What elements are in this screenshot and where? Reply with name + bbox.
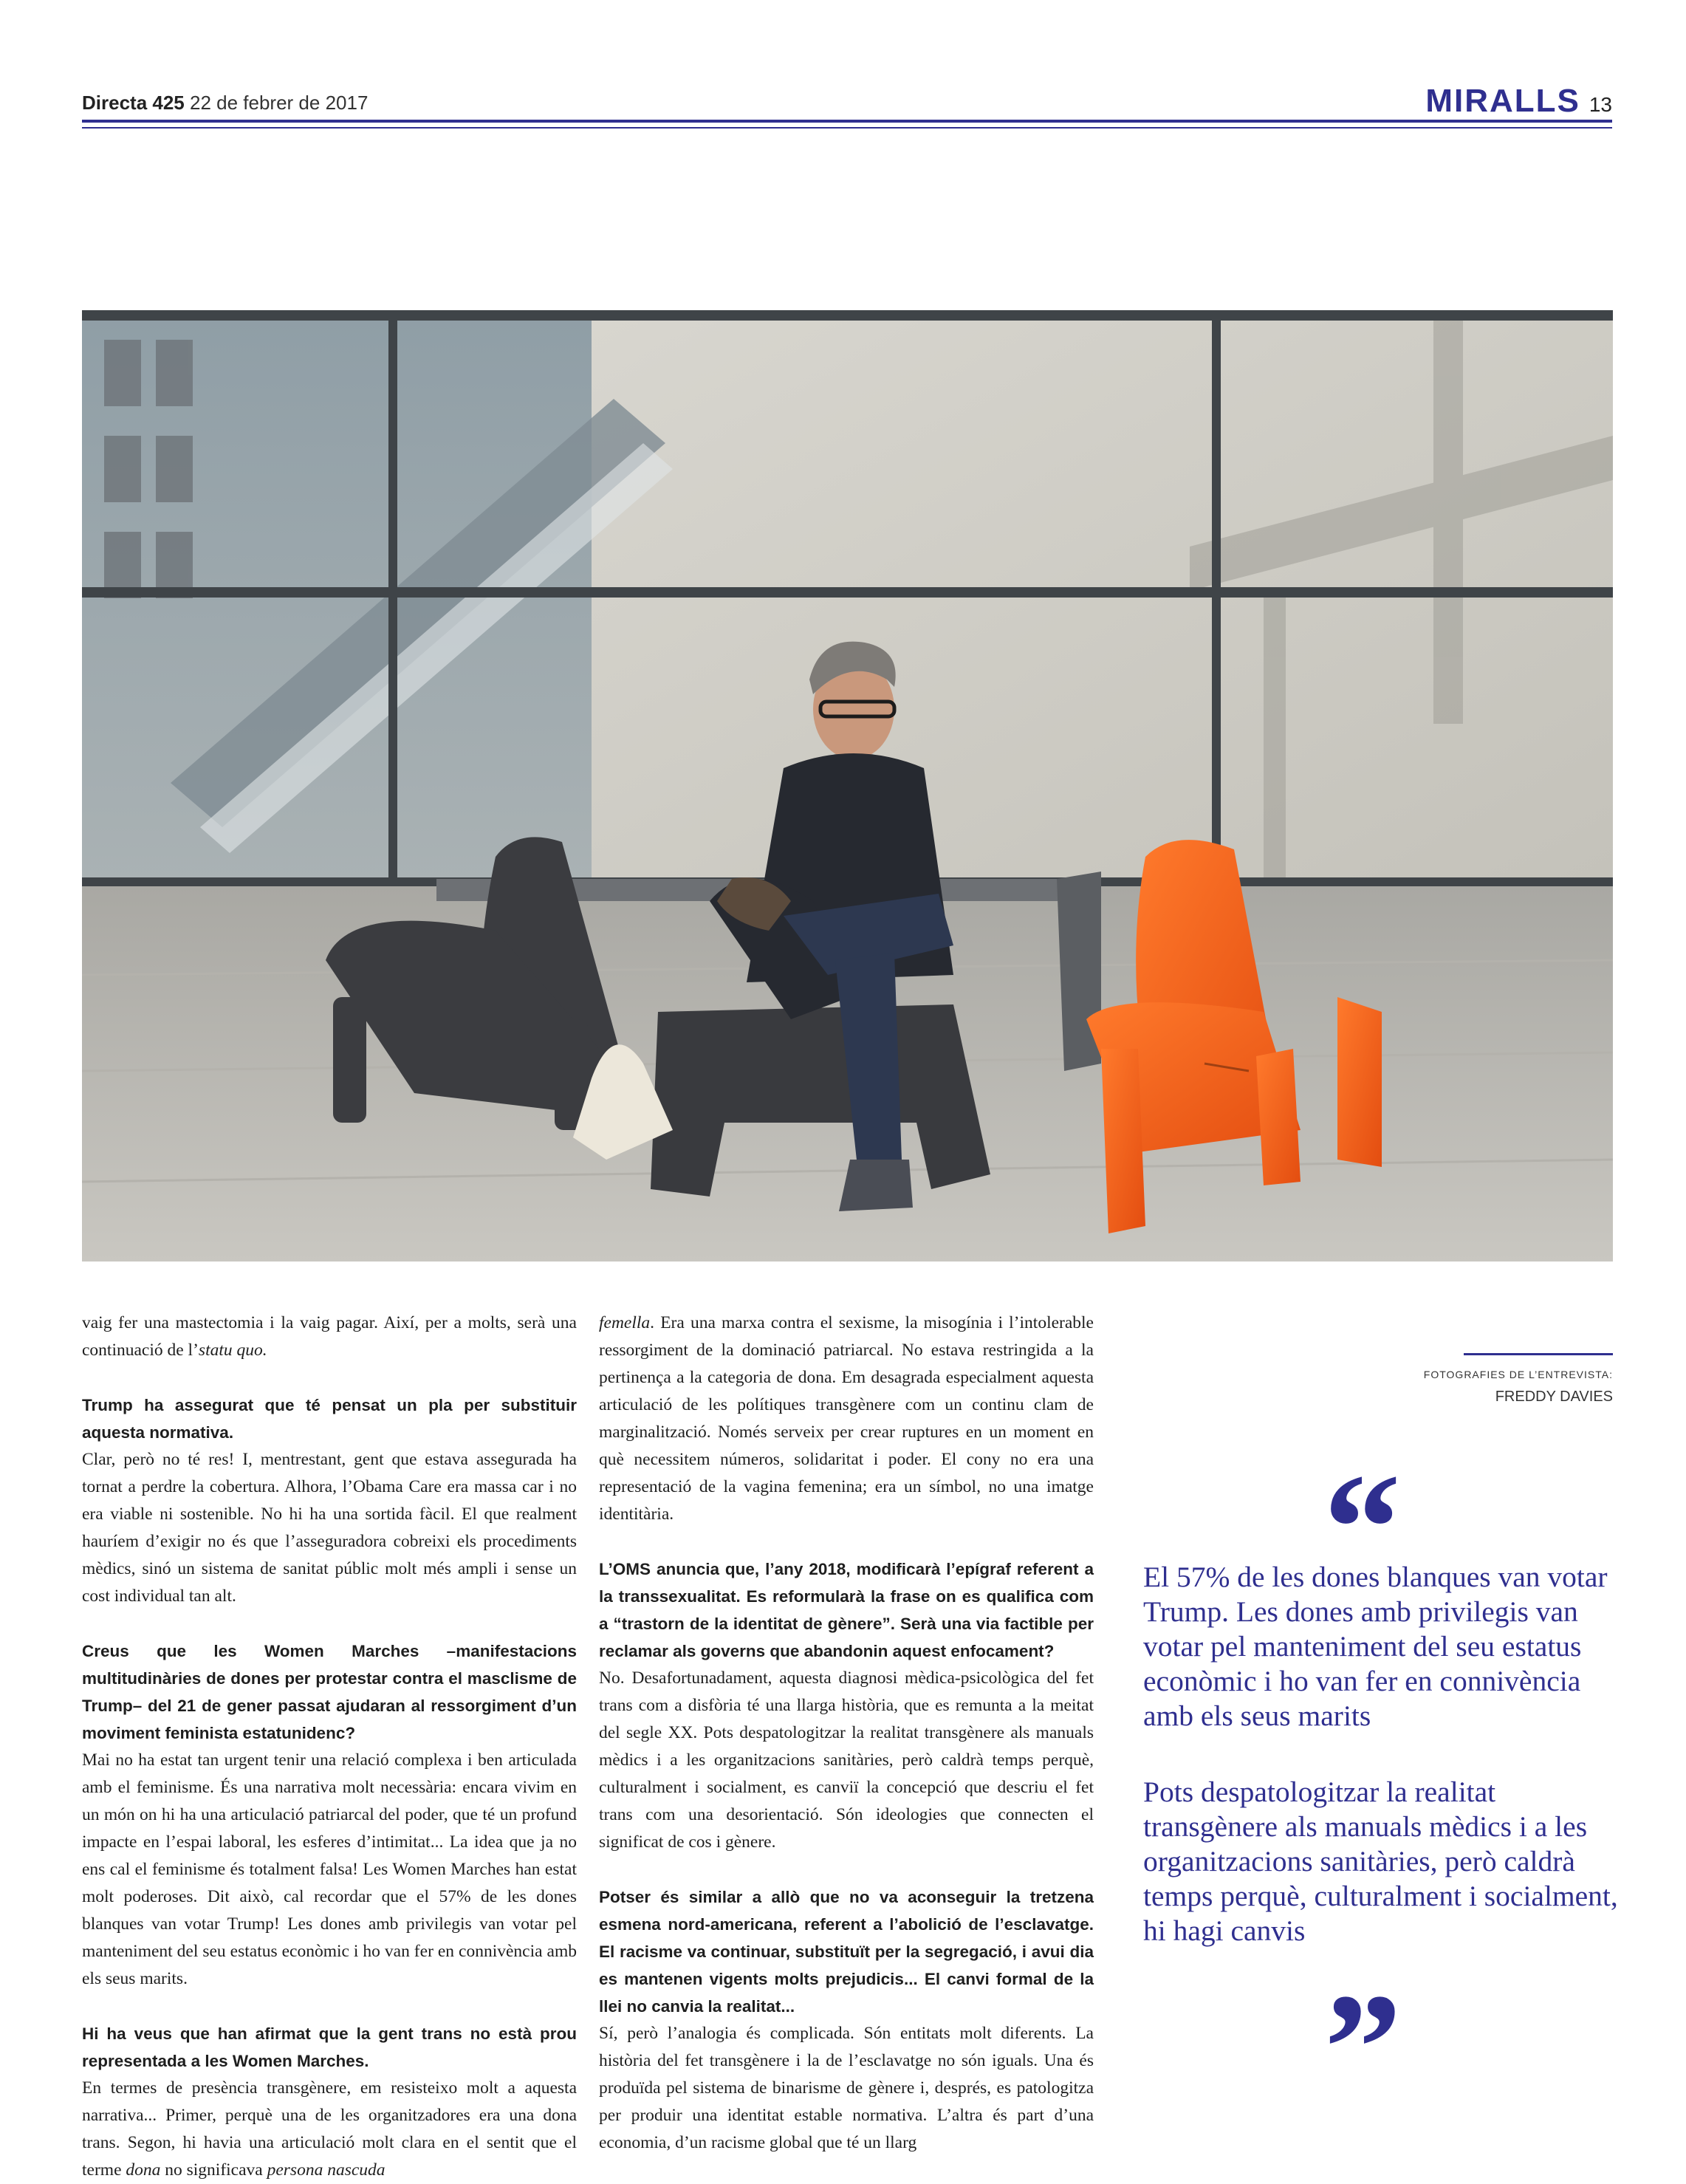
interview-question: Hi ha veus que han afirmat que la gent trans no està prou representada a les Women Marches. [82,2024,577,2070]
open-quote-icon: “ [1323,1442,1401,1614]
interview-answer: Mai no ha estat tan urgent tenir una relació complexa i ben articulada amb el feminisme. És una narrativa molt necessària: encara vivim en un món on hi ha una articulació patriarcal del poder, que té un profund impacte en l’espai laboral, les esferes d’intimitat... La idea que ja no ens cal el feminisme és totalment falsa! Les Women Marches han estat molt poderoses. Dit això, cal recordar que el 57% de les dones blanques van votar Trump! Les dones amb privilegis van votar pel manteniment del seu estatus econòmic i ho van fer en connivència amb els seus marits. [82,1750,577,1988]
pullquote-1: El 57% de les dones blanques van votar Trump. Les dones amb privilegis van votar pel manteniment del seu estatus econòmic i ho van fer en connivència amb els seus marits [1143,1561,1608,1732]
paragraph [599,1310,1094,1528]
interview-answer [82,2075,577,2184]
paragraph [82,1310,577,1364]
page-number: 13 [1589,93,1612,116]
interview-question: Trump ha assegurat que té pensat un pla per substituir aquesta normativa. [82,1396,577,1442]
header-rule-thin [82,127,1612,129]
italic-text: statu quo. [198,1341,267,1360]
header-rule-thick [82,120,1612,123]
credit-rule [1464,1353,1613,1355]
italic-text: persona nascuda [267,2160,385,2180]
article-column-2 [599,1310,1094,2157]
close-quote-icon: ” [1324,1962,1402,2134]
pullquote-2: Pots despatologitzar la realitat transgènere als manuals mèdics i a les organitzacions sanitàries, però caldrà temps perquè, culturalment i socialment, hi hagi canvis [1143,1776,1618,1947]
publication-name: Directa 425 [82,92,185,114]
interview-photo [82,310,1613,1262]
interview-answer: No. Desafortunadament, aquesta diagnosi mèdica-psicològica del fet trans com a disfòria té una llarga història, que es remunta a la meitat del segle XX. Pots despatologitzar la realitat transgènere als manuals mèdics i a les organitzacions sanitàries, però caldrà temps perquè, culturalment i socialment, es canviï la concepció que descriu el fet trans com una desorientació. Són ideologies que connecten el significat de cos i gènere. [599,1668,1094,1852]
italic-text: femella [599,1313,651,1332]
paragraph-text: . Era una marxa contra el sexisme, la misogínia i l’intolerable ressorgiment de la dominació patriarcal. No estava restringida a la pertinença a la categoria de dona. Em desagrada especialment aquesta articulació de les polítiques transgènere com un continu clam de marginalització. Només serveix per crear ruptures en un moment en què necessitem números, solidaritat i poder. El cony no era una representació de la vagina femenina; era un símbol, no una imatge identitària. [599,1313,1094,1524]
page-header-right [1425,83,1612,120]
interview-question: Creus que les Women Marches –manifestacions multitudinàries de dones per protestar contra el masclisme de Trump– del 21 de gener passat ajudaran al ressorgiment d’un moviment feminista estatunidenc? [82,1642,577,1742]
section-name: MIRALLS [1425,83,1580,119]
answer-text: no significava [160,2160,267,2180]
interview-answer: Sí, però l’analogia és complicada. Són entitats molt diferents. La història del fet transgènere i la de l’esclavatge no són iguals. Una és produïda pel sistema de binarisme de gènere i, després, es patologitza per produir una identitat estable normativa. L’altra és part d’una economia, d’un racisme global que té un llarg [599,2024,1094,2152]
italic-text: dona [126,2160,161,2180]
page-header-left [82,92,368,114]
interview-answer: Clar, però no té res! I, mentrestant, gent que estava assegurada ha tornat a perdre la cobertura. Alhora, l’Obama Care era massa car i no era viable ni sostenible. No hi ha una sortida fàcil. El que realment hauríem d’exigir no és que l’asseguradora cobreixi els procediments mèdics, sinó un sistema de sanitat públic molt més ampli i sense un cost individual tan alt. [82,1450,577,1606]
photo-credit-label: FOTOGRAFIES DE L’ENTREVISTA: [1423,1369,1613,1380]
interview-question: Potser és similar a allò que no va aconseguir la tretzena esmena nord-americana, referent a l’abolició de l’esclavatge. El racisme va continuar, substituït per la segregació, i avui dia es mantenen vigents molts prejudicis... El canvi formal de la llei no canvia la realitat... [599,1888,1094,2016]
answer-text: En termes de presència transgènere, em resisteixo molt a aquesta narrativa... Primer, perquè una de les organitzadores era una dona trans. Segon, hi havia una articulació molt clara en el sentit que el terme [82,2078,577,2180]
article-column-1 [82,1310,577,2184]
photo-credit-name: FREDDY DAVIES [1495,1389,1613,1405]
paragraph-text: vaig fer una mastectomia i la vaig pagar. Així, per a molts, serà una continuació de l’ [82,1313,577,1360]
issue-date: 22 de febrer de 2017 [190,92,369,114]
interview-question: L’OMS anuncia que, l’any 2018, modificarà l’epígraf referent a la transsexualitat. Es reformularà la frase on es qualifica com a “trastorn de la identitat de gènere”. Serà una via factible per reclamar als governs que abandonin aquest enfocament? [599,1560,1094,1660]
